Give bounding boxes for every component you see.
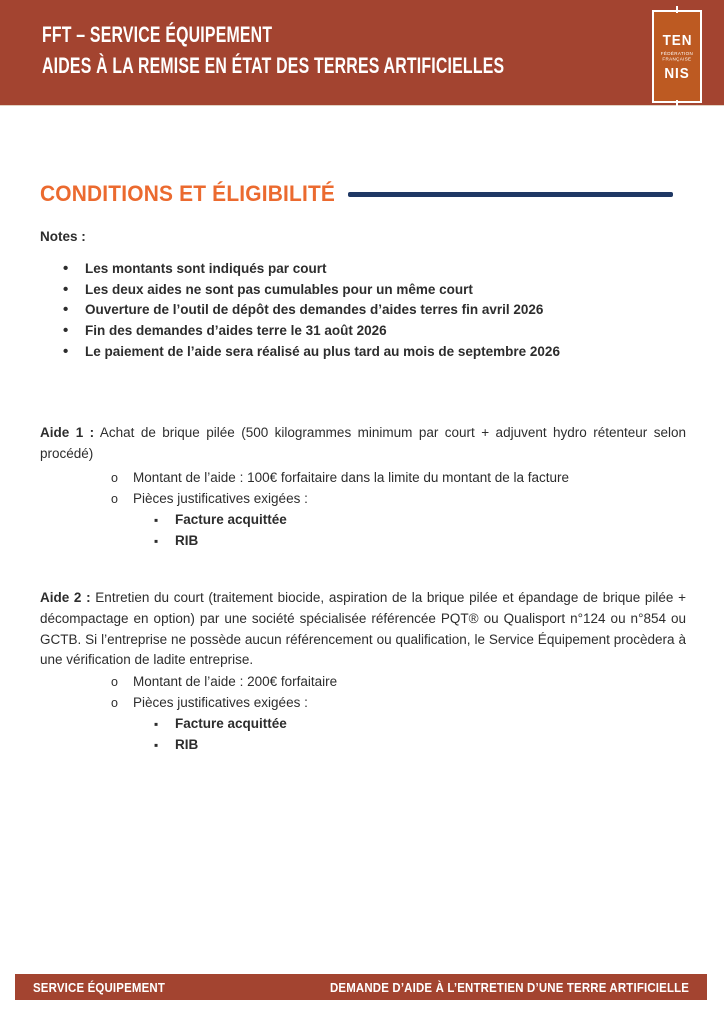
section-heading: CONDITIONS ET ÉLIGIBILITÉ <box>40 181 336 206</box>
logo-nis-text: NIS <box>664 64 690 82</box>
aide2-documents-list <box>154 714 287 756</box>
aide1-sublist <box>111 468 569 510</box>
aide1-paragraph <box>40 423 686 465</box>
notes-item: • Ouverture de l’outil de dépôt des demandes d’aides terres fin avril 2026 <box>63 300 560 321</box>
notes-item: • Les deux aides ne sont pas cumulables pour un même court <box>63 280 560 301</box>
footer-bar <box>15 974 707 1000</box>
aide2-body-text: Entretien du court (traitement biocide, aspiration de la brique pilée et épandage de brique pilée + décompactage en option) par une société spécialisée référencée PQT® ou Qualisport n°124 ou n°854 ou GCTB. Si l’entreprise ne possède aucun référencement ou qualification, le Service Équipement procèdera à une vérification de ladite entreprise. <box>40 590 686 668</box>
header-title-line2: AIDES À LA REMISE EN ÉTAT DES TERRES ARTIFICIELLES <box>42 53 505 78</box>
fft-tennis-logo <box>652 10 702 103</box>
aide1-label: Aide 1 : <box>40 425 95 440</box>
header-title-line1: FFT – SERVICE ÉQUIPEMENT <box>42 22 273 47</box>
aide2-sub-item: o Pièces justificatives exigées : <box>111 693 337 714</box>
aide2-doc-item: ▪ RIB <box>154 735 287 756</box>
footer-right-text: DEMANDE D’AIDE À L’ENTRETIEN D’UNE TERRE ARTIFICIELLE <box>329 979 689 995</box>
notes-list <box>63 259 560 363</box>
header-title <box>42 19 504 81</box>
footer-left-text: SERVICE ÉQUIPEMENT <box>33 979 166 995</box>
aide2-doc-item: ▪ Facture acquittée <box>154 714 287 735</box>
logo-ten-text: TEN <box>662 31 692 49</box>
notes-label: Notes : <box>40 229 86 244</box>
aide1-sub-item: o Montant de l’aide : 100€ forfaitaire dans la limite du montant de la facture <box>111 468 569 489</box>
aide2-paragraph <box>40 588 686 671</box>
aide1-doc-item: ▪ RIB <box>154 531 287 552</box>
aide1-body-text: Achat de brique pilée (500 kilogrammes minimum par court + adjuvent hydro rétenteur selon procédé) <box>40 425 687 461</box>
aide2-sub-item: o Montant de l’aide : 200€ forfaitaire <box>111 672 337 693</box>
notes-item: • Fin des demandes d’aides terre le 31 août 2026 <box>63 321 560 342</box>
notes-item: • Les montants sont indiqués par court <box>63 259 560 280</box>
header-banner <box>0 0 724 106</box>
logo-federation-text: FÉDÉRATION FRANÇAISE <box>660 51 694 62</box>
aide1-doc-item: ▪ Facture acquittée <box>154 510 287 531</box>
aide1-sub-item: o Pièces justificatives exigées : <box>111 489 569 510</box>
aide1-documents-list <box>154 510 287 552</box>
aide2-label: Aide 2 : <box>40 590 91 605</box>
aide2-sublist <box>111 672 337 714</box>
notes-item: • Le paiement de l’aide sera réalisé au plus tard au mois de septembre 2026 <box>63 342 560 363</box>
heading-rule-divider <box>348 192 673 197</box>
